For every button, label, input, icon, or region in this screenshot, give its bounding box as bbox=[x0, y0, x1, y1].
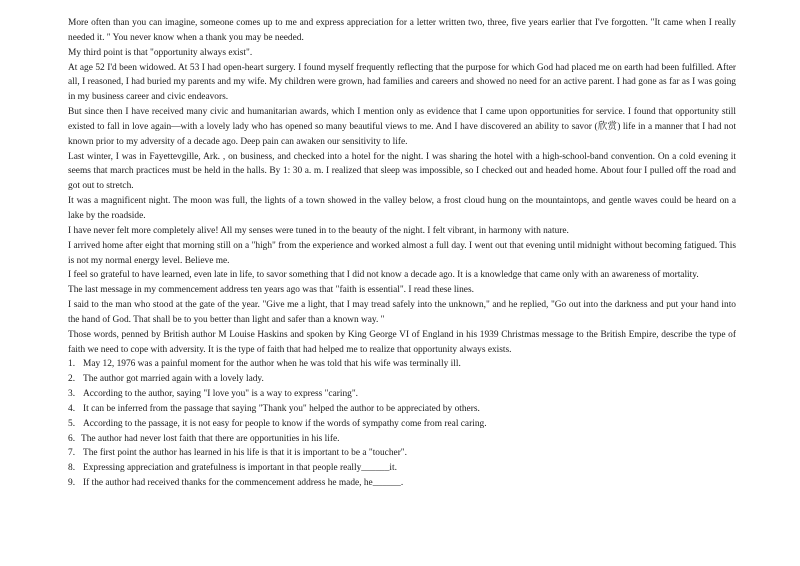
passage-paragraph: At age 52 I'd been widowed. At 53 I had open-heart surgery. I found myself frequently reflecting that the purpose for which God had placed me on earth had been fulfilled. After all, I reasoned, I had buried my parents and my wife. My children were grown, had families and careers and showed no need for an active parent. I had gone as far as I was going in my business career and civic endeavors. bbox=[68, 62, 736, 103]
question-item bbox=[68, 357, 736, 372]
question-item bbox=[68, 387, 736, 402]
question-number: 6. bbox=[68, 433, 76, 444]
passage-paragraph: The last message in my commencement address ten years ago was that "faith is essential". I read these lines. bbox=[68, 285, 474, 296]
document-page bbox=[68, 16, 736, 491]
question-number: 3. bbox=[68, 389, 76, 400]
question-item bbox=[68, 432, 736, 447]
question-item bbox=[68, 417, 736, 432]
question-number: 1. bbox=[68, 359, 76, 370]
question-number: 9. bbox=[68, 478, 76, 489]
passage-paragraph: I feel so grateful to have learned, even late in life, to savor something that I did not know a decade ago. It is a knowledge that came only with an awareness of mortality. bbox=[68, 270, 699, 281]
question-text: It can be inferred from the passage that saying "Thank you" helped the author to be appreciated by others. bbox=[83, 403, 480, 414]
question-number: 5. bbox=[68, 418, 76, 429]
question-item bbox=[68, 476, 736, 491]
question-text: If the author had received thanks for the commencement address he made, he______. bbox=[83, 478, 404, 489]
question-text: The author had never lost faith that there are opportunities in his life. bbox=[81, 433, 340, 444]
question-number: 7. bbox=[68, 448, 76, 459]
passage-paragraph: It was a magnificent night. The moon was full, the lights of a town showed in the valley below, a frost cloud hung on the mountaintops, and gentle waves could be heard on a lake by the roadside. bbox=[68, 196, 736, 221]
passage-paragraph: But since then I have received many civic and humanitarian awards, which I mention only as evidence that I came upon opportunities for service. I found that opportunity still existed to fall in love again—with a lovely lady who has opened so many beautiful views to me. And I have discovered an ability to savor (欣赏) life in a manner that I had not known prior to my adversity of a decade ago. Deep pain can awaken our sensitivity to life. bbox=[68, 107, 736, 147]
question-number: 2. bbox=[68, 374, 76, 385]
question-text: According to the author, saying "I love you" is a way to express "caring". bbox=[83, 389, 359, 400]
question-number: 4. bbox=[68, 403, 76, 414]
passage-paragraph: Those words, penned by British author M Louise Haskins and spoken by King George VI of England in his 1939 Christmas message to the British Empire, describe the type of faith we need to cope with adversity. It is the type of faith that had helped me to realize that opportunity always exists. bbox=[68, 329, 736, 355]
question-text: According to the passage, it is not easy for people to know if the words of sympathy come from real caring. bbox=[83, 418, 487, 429]
question-text: May 12, 1976 was a painful moment for the author when he was told that his wife was terminally ill. bbox=[83, 359, 461, 370]
question-text: The first point the author has learned in his life is that it is important to be a "toucher". bbox=[83, 448, 407, 459]
question-text: Expressing appreciation and gratefulness is important in that people really______it. bbox=[83, 463, 397, 474]
passage-paragraph: I have never felt more completely alive! All my senses were tuned in to the beauty of the night. I felt vibrant, in harmony with nature. bbox=[68, 225, 569, 236]
question-text: The author got married again with a lovely lady. bbox=[83, 374, 264, 385]
question-item bbox=[68, 446, 736, 461]
question-item bbox=[68, 372, 736, 387]
question-number: 8. bbox=[68, 463, 76, 474]
passage-paragraph: I arrived home after eight that morning still on a "high" from the experience and worked almost a full day. I went out that evening until midnight without becoming fatigued. This is not my normal energy level. Believe me. bbox=[68, 240, 736, 266]
question-item bbox=[68, 461, 736, 476]
question-item bbox=[68, 402, 736, 417]
passage-paragraph: Last winter, I was in Fayettevgille, Ark. , on business, and checked into a hotel for the night. I was sharing the hotel with a high-school-band convention. On a cold evening it seems that march practices must be held in the halls. By 1: 30 a. m. I realized that sleep was impossible, so I checked out and headed home. About four I pulled off the road and got out to stretch. bbox=[68, 151, 736, 192]
passage-paragraph: More often than you can imagine, someone comes up to me and express appreciation for a letter written two, three, five years earlier that I've forgotten. "It came when I really needed it. " You never know when a thank you may be needed. bbox=[68, 18, 736, 43]
passage-paragraph: I said to the man who stood at the gate of the year. "Give me a light, that I may tread safely into the unknown," and he replied, "Go out into the darkness and put your hand into the hand of God. That shall be to you better than light and safer than a known way. " bbox=[68, 300, 736, 325]
passage-paragraph: My third point is that "opportunity always exist". bbox=[68, 47, 253, 58]
